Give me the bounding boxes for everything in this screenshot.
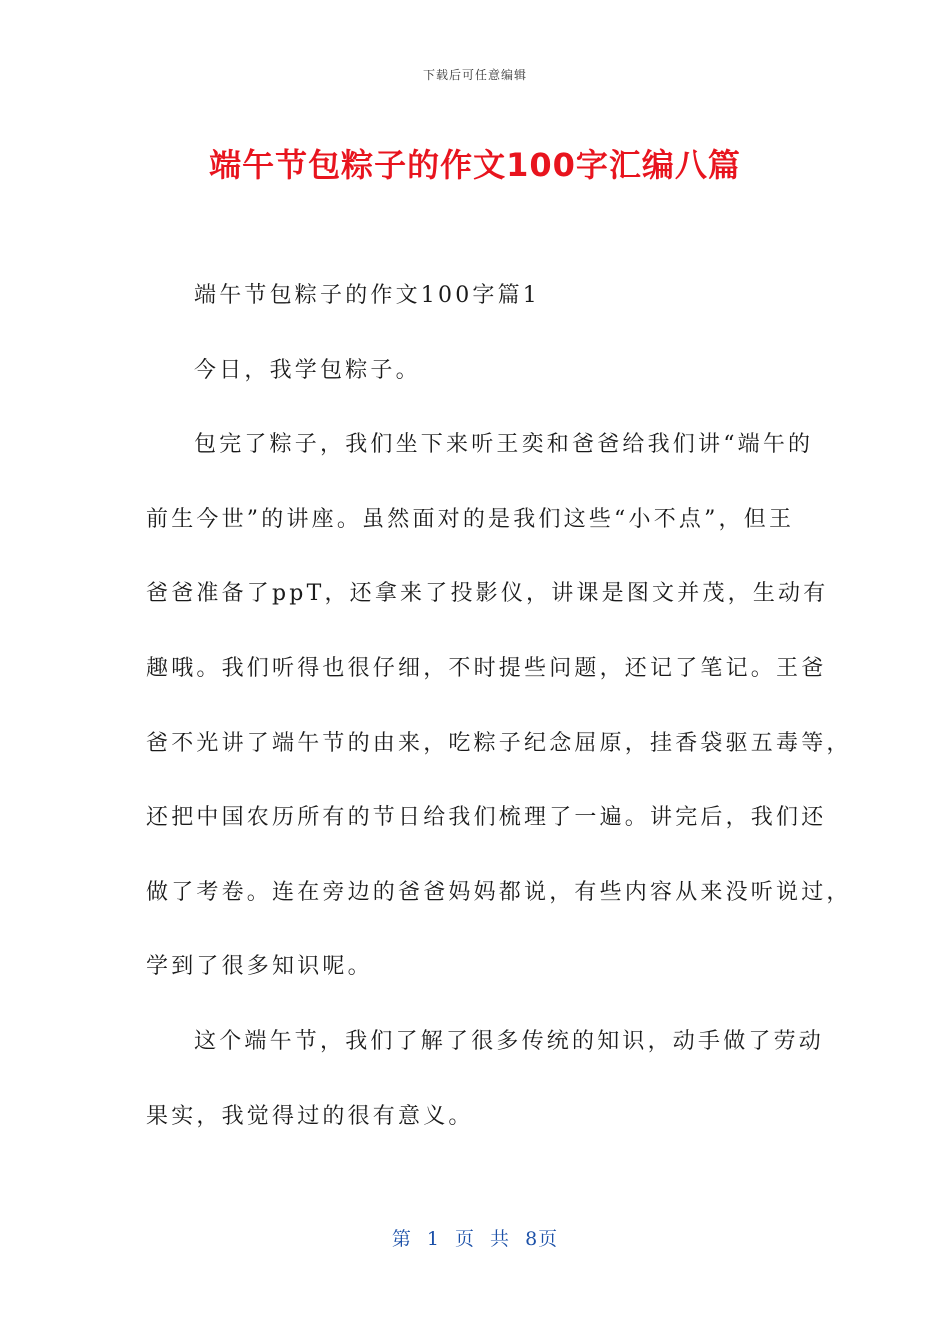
header-note: 下载后可任意编辑 <box>422 68 527 82</box>
paragraph-line: 包完了粽子，我们坐下来听王奕和爸爸给我们讲“端午的 <box>194 432 814 458</box>
document-title: 端午节包粽子的作文100字汇编八篇 <box>209 146 741 184</box>
paragraph-line: 学到了很多知识呢。 <box>146 954 373 980</box>
document-body <box>146 268 852 1163</box>
paragraph-line: 还把中国农历所有的节日给我们梳理了一遍。讲完后，我们还 <box>146 805 827 831</box>
paragraph-line: 爸爸准备了ppT，还拿来了投影仪，讲课是图文并茂，生动有 <box>146 581 829 607</box>
paragraph-line: 果实，我觉得过的很有意义。 <box>146 1103 474 1129</box>
paragraph-line: 做了考卷。连在旁边的爸爸妈妈都说，有些内容从来没听说过， <box>146 879 852 905</box>
paragraph-line: 今日，我学包粽子。 <box>194 357 421 383</box>
paragraph-line: 前生今世”的讲座。虽然面对的是我们这些“小不点”，但王 <box>146 506 795 532</box>
paragraph-line: 爸不光讲了端午节的由来，吃粽子纪念屈原，挂香袋驱五毒等， <box>146 730 852 756</box>
paragraph-line: 这个端午节，我们了解了很多传统的知识，动手做了劳动 <box>194 1028 825 1054</box>
page-number: 第 1 页 共 8页 <box>391 1228 559 1250</box>
section-heading: 端午节包粽子的作文100字篇1 <box>194 283 540 308</box>
paragraph-line: 趣哦。我们听得也很仔细，不时提些问题，还记了笔记。王爸 <box>146 655 827 681</box>
